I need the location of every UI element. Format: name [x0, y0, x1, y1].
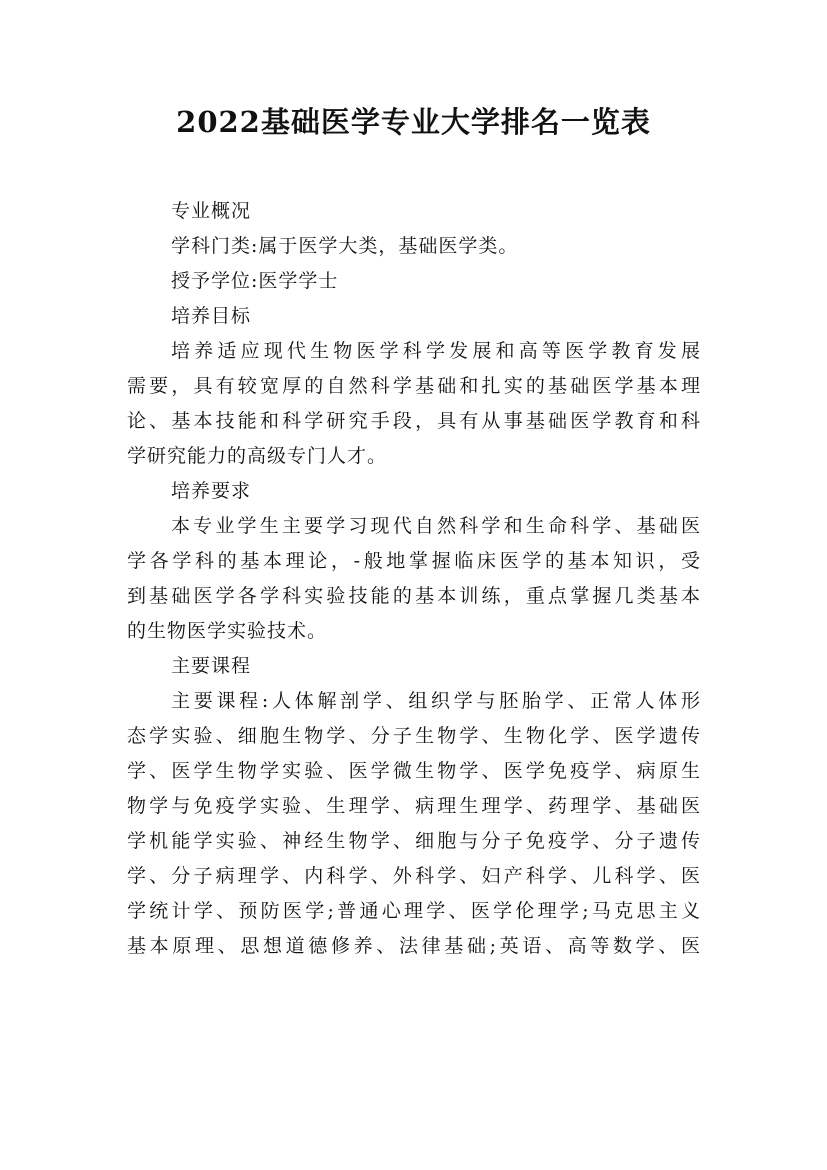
text-line: 基本原理、思想道德修养、法律基础;英语、高等数学、医: [127, 935, 701, 957]
text-line: 授予学位:医学学士: [171, 270, 339, 292]
document-title: 2022基础医学专业大学排名一览表: [176, 105, 651, 139]
text-line: 态学实验、细胞生物学、分子生物学、生物化学、医学遗传: [127, 725, 701, 747]
text-line: 本专业学生主要学习现代自然科学和生命科学、基础医: [171, 515, 701, 537]
text-line: 学、医学生物学实验、医学微生物学、医学免疫学、病原生: [127, 760, 701, 782]
text-line: 的生物医学实验技术。: [127, 620, 328, 642]
document-body: [127, 194, 701, 964]
text-line: 学统计学、预防医学;普通心理学、医学伦理学;马克思主义: [127, 900, 701, 922]
text-line: 培养适应现代生物医学科学发展和高等医学教育发展: [171, 340, 701, 362]
text-line: 到基础医学各学科实验技能的基本训练，重点掌握几类基本: [127, 585, 701, 607]
text-line: 培养要求: [171, 480, 252, 502]
text-line: 学科门类:属于医学大类，基础医学类。: [171, 235, 519, 257]
text-line: 主要课程:人体解剖学、组织学与胚胎学、正常人体形: [171, 690, 701, 712]
text-line: 专业概况: [171, 200, 252, 222]
text-line: 学研究能力的高级专门人才。: [127, 445, 388, 467]
text-line: 学各学科的基本理论，-般地掌握临床医学的基本知识，受: [127, 550, 701, 572]
text-line: 学机能学实验、神经生物学、细胞与分子免疫学、分子遗传: [127, 830, 701, 852]
text-line: 需要，具有较宽厚的自然科学基础和扎实的基础医学基本理: [127, 375, 701, 397]
text-line: 主要课程: [171, 655, 252, 677]
text-line: 论、基本技能和科学研究手段，具有从事基础医学教育和科: [127, 410, 701, 432]
text-line: 培养目标: [171, 305, 252, 327]
text-line: 物学与免疫学实验、生理学、病理生理学、药理学、基础医: [127, 795, 701, 817]
text-line: 学、分子病理学、内科学、外科学、妇产科学、儿科学、医: [127, 865, 701, 887]
